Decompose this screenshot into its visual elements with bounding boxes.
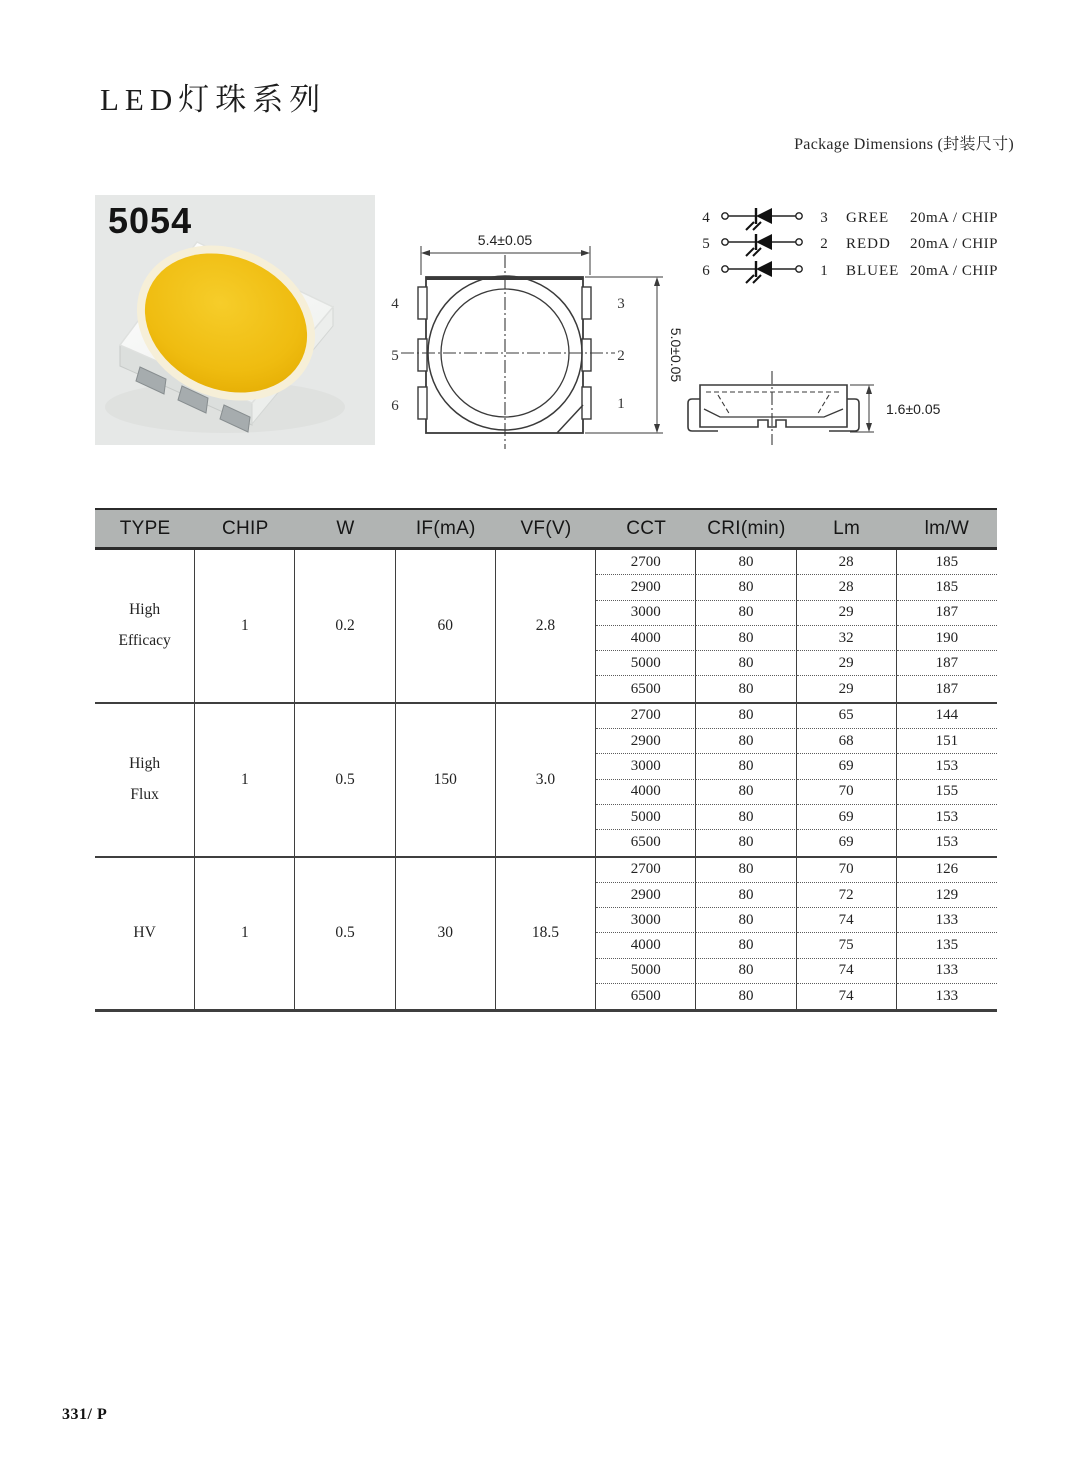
data-cell: 144	[897, 704, 997, 729]
data-cell: 70	[797, 780, 897, 805]
data-cell: 187	[935, 680, 959, 697]
data-cell: 80	[696, 780, 796, 805]
page-title: LED灯珠系列	[100, 82, 327, 117]
data-cell: 4000	[596, 626, 696, 651]
product-photo	[95, 195, 375, 445]
data-cell: 72	[797, 883, 897, 908]
column-header: IF(mA)	[415, 517, 476, 539]
merged-cell: High Efficacy	[95, 550, 195, 702]
data-cell: 70	[797, 858, 897, 883]
column-header: Lm	[833, 517, 861, 539]
page-number: 331/ P	[62, 1406, 108, 1423]
data-cell: 5000	[596, 805, 696, 830]
merged-cell: 150	[396, 704, 496, 856]
chip-color-label: BLUEE	[846, 262, 900, 279]
data-cell: 3000	[596, 908, 696, 933]
package-top-view-drawing	[385, 228, 685, 458]
data-cell: 3000	[596, 754, 696, 779]
data-cell: 69	[797, 754, 897, 779]
data-cell: 80	[696, 908, 796, 933]
chip-current-label: 20mA / CHIP	[910, 209, 999, 226]
data-cell: 80	[696, 550, 796, 575]
data-cell: 80	[696, 805, 796, 830]
chip-color-label: REDD	[846, 235, 891, 252]
data-cell: 69	[797, 830, 897, 855]
data-cell: 135	[897, 933, 997, 958]
package-dimensions-label: Package Dimensions (封装尺寸)	[794, 136, 1014, 153]
model-number: 5054	[108, 200, 193, 241]
data-cell: 80	[696, 676, 796, 701]
data-cell: 153	[897, 754, 997, 779]
data-cell: 2700	[596, 858, 696, 883]
pin-row	[698, 258, 998, 284]
data-cell: 6500	[596, 830, 696, 855]
merged-cell: HV	[95, 858, 195, 1010]
height-dimension: 5.0±0.05	[668, 327, 684, 383]
pin-number-right: 2	[820, 235, 828, 252]
data-cell: 5000	[596, 651, 696, 676]
data-cell: 80	[696, 575, 796, 600]
data-cell: 185	[897, 550, 997, 575]
data-cell: 4000	[596, 780, 696, 805]
data-cell: 155	[897, 780, 997, 805]
chip-current-label: 20mA / CHIP	[910, 262, 999, 279]
data-cell: 80	[696, 754, 796, 779]
pin-row	[698, 205, 998, 231]
data-cell: 80	[696, 626, 796, 651]
pin-number-right: 3	[820, 209, 828, 226]
data-cell: 4000	[596, 933, 696, 958]
table-group	[95, 550, 997, 704]
thickness-dimension: 1.6±0.05	[886, 401, 941, 417]
data-cell: 151	[897, 729, 997, 754]
pin-number-left: 5	[702, 235, 710, 252]
merged-cell: 18.5	[496, 858, 596, 1010]
column-header: lm/W	[924, 517, 970, 539]
column-header: CCT	[626, 517, 667, 539]
data-cell: 28	[797, 575, 897, 600]
led-diode-symbol	[720, 229, 804, 259]
pad-number: 2	[617, 348, 625, 364]
data-cell: 80	[696, 704, 796, 729]
data-cell: 80	[696, 959, 796, 984]
pin-number-right: 1	[820, 262, 828, 279]
table-group	[95, 704, 997, 858]
column-header: TYPE	[119, 517, 171, 539]
data-cell: 2900	[596, 575, 696, 600]
data-cell: 3000	[596, 601, 696, 626]
data-cell: 2700	[596, 550, 696, 575]
column-header: CHIP	[222, 517, 269, 539]
data-cell: 133	[935, 988, 959, 1005]
data-cell: 80	[696, 601, 796, 626]
merged-cell: 0.2	[295, 550, 395, 702]
data-cell: 80	[696, 883, 796, 908]
table-body	[95, 550, 997, 1012]
data-cell: 28	[797, 550, 897, 575]
side-profile-outline	[700, 385, 847, 427]
data-cell: 129	[897, 883, 997, 908]
data-cell: 74	[797, 984, 897, 1009]
data-cell: 68	[797, 729, 897, 754]
data-cell: 6500	[596, 984, 696, 1009]
data-cell: 80	[696, 651, 796, 676]
data-cell: 80	[696, 858, 796, 883]
merged-cell: 2.8	[496, 550, 596, 702]
data-cell: 29	[797, 601, 897, 626]
merged-cell: 1	[195, 704, 295, 856]
merged-cell: 1	[195, 550, 295, 702]
data-cell: 126	[897, 858, 997, 883]
data-cell: 29	[797, 651, 897, 676]
data-cell: 75	[797, 933, 897, 958]
merged-cell: 1	[195, 858, 295, 1010]
led-diode-symbol	[720, 256, 804, 286]
merged-cell: High Flux	[95, 704, 195, 856]
merged-cell: 60	[396, 550, 496, 702]
pad-number: 5	[391, 348, 399, 364]
package-side-view-drawing	[660, 365, 1080, 455]
data-cell: 74	[797, 908, 897, 933]
data-cell: 74	[797, 959, 897, 984]
pin-number-left: 6	[702, 262, 710, 279]
pad-number: 1	[617, 396, 625, 412]
data-cell: 6500	[596, 676, 696, 701]
data-cell: 69	[797, 805, 897, 830]
chip-current-label: 20mA / CHIP	[910, 235, 999, 252]
width-dimension: 5.4±0.05	[477, 232, 533, 248]
pin1-chamfer	[557, 405, 583, 433]
data-cell: 153	[897, 805, 997, 830]
data-cell: 187	[897, 651, 997, 676]
spec-table	[95, 508, 997, 1012]
data-cell: 65	[797, 704, 897, 729]
data-cell: 32	[797, 626, 897, 651]
data-cell: 2700	[596, 704, 696, 729]
chip-color-label: GREE	[846, 209, 890, 226]
pad-number: 3	[617, 296, 625, 312]
data-cell: 133	[897, 959, 997, 984]
data-cell: 80	[696, 933, 796, 958]
data-cell: 2900	[596, 729, 696, 754]
data-cell: 185	[897, 575, 997, 600]
pad-number: 4	[391, 296, 399, 312]
data-cell: 2900	[596, 883, 696, 908]
pin-row	[698, 231, 998, 257]
merged-cell: 30	[396, 858, 496, 1010]
column-header: CRI(min)	[707, 517, 786, 539]
column-header: VF(V)	[520, 517, 572, 539]
data-cell: 29	[797, 676, 897, 701]
table-group	[95, 858, 997, 1013]
data-cell: 80	[696, 830, 796, 855]
data-cell: 80	[696, 984, 796, 1009]
pin-number-left: 4	[702, 209, 710, 226]
table-header-row	[95, 508, 997, 550]
data-cell: 5000	[596, 959, 696, 984]
data-cell: 133	[897, 908, 997, 933]
column-header: W	[336, 517, 355, 539]
merged-cell: 0.5	[295, 858, 395, 1010]
data-cell: 190	[897, 626, 997, 651]
data-cell: 153	[935, 834, 959, 851]
pad-number: 6	[391, 398, 399, 414]
merged-cell: 0.5	[295, 704, 395, 856]
data-cell: 187	[897, 601, 997, 626]
data-cell: 80	[696, 729, 796, 754]
merged-cell: 3.0	[496, 704, 596, 856]
